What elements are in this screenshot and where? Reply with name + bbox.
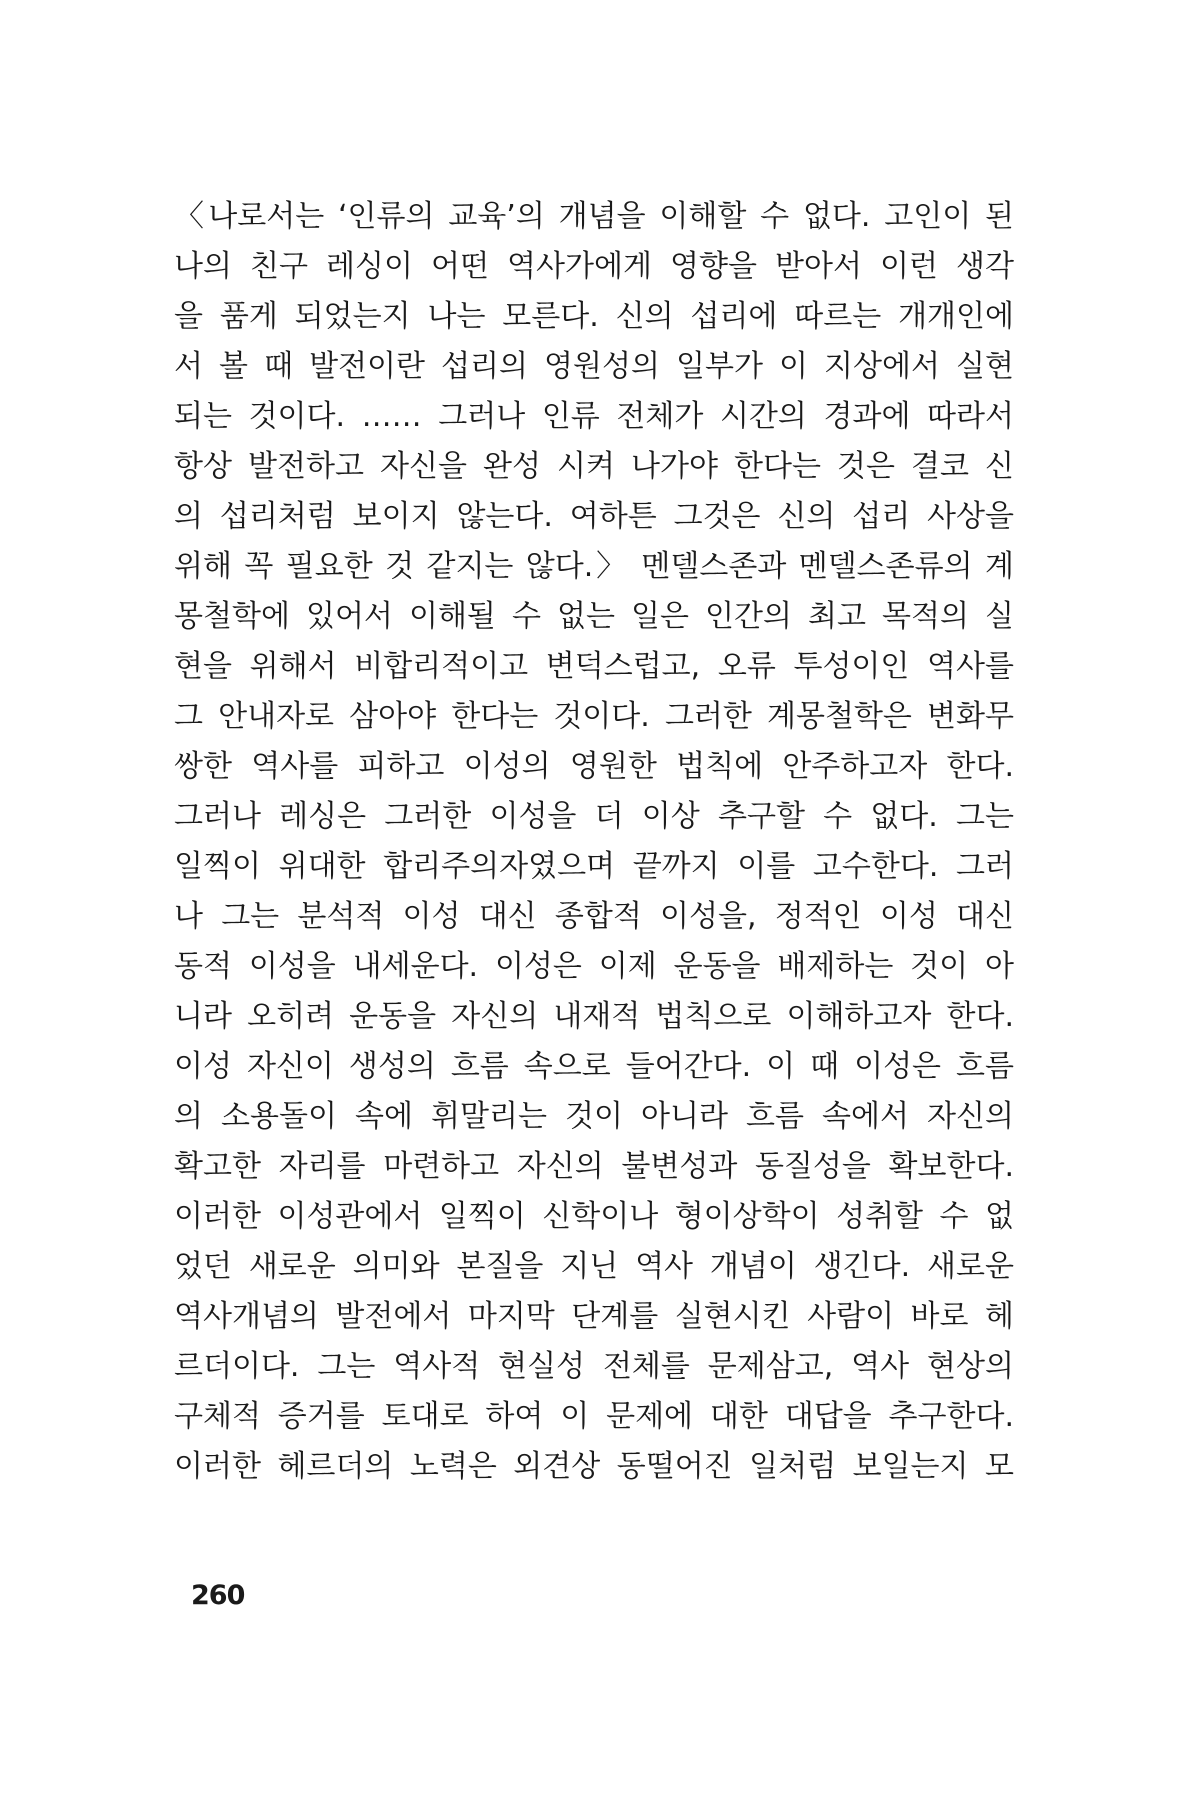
text-line: 현을 위해서 비합리적이고 변덕스럽고, 오류 투성이인 역사를 [174,649,1014,684]
text-line: 니라 오히려 운동을 자신의 내재적 법칙으로 이해하고자 한다. [174,999,1014,1034]
text-line: 일찍이 위대한 합리주의자였으며 끝까지 이를 고수한다. 그러 [174,849,1014,884]
text-line: 이러한 이성관에서 일찍이 신학이나 형이상학이 성취할 수 없 [174,1199,1014,1234]
text-line: 그 안내자로 삼아야 한다는 것이다. 그러한 계몽철학은 변화무 [174,699,1014,734]
text-line: 나의 친구 레싱이 어떤 역사가에게 영향을 받아서 이런 생각 [174,249,1014,284]
text-line: 〈나로서는 ‘인류의 교육’의 개념을 이해할 수 없다. 고인이 된 [174,199,1014,234]
text-line: 되는 것이다. …… 그러나 인류 전체가 시간의 경과에 따라서 [174,399,1014,434]
text-line: 확고한 자리를 마련하고 자신의 불변성과 동질성을 확보한다. [174,1149,1014,1184]
text-line: 었던 새로운 의미와 본질을 지닌 역사 개념이 생긴다. 새로운 [174,1249,1014,1284]
text-line: 몽철학에 있어서 이해될 수 없는 일은 인간의 최고 목적의 실 [174,599,1014,634]
text-line: 르더이다. 그는 역사적 현실성 전체를 문제삼고, 역사 현상의 [174,1349,1014,1384]
text-line: 을 품게 되었는지 나는 모른다. 신의 섭리에 따르는 개개인에 [174,299,1014,334]
page-number: 260 [191,1580,245,1611]
text-line: 항상 발전하고 자신을 완성 시켜 나가야 한다는 것은 결코 신 [174,449,1014,484]
text-line: 이러한 헤르더의 노력은 외견상 동떨어진 일처럼 보일는지 모 [174,1449,1014,1484]
text-line: 의 섭리처럼 보이지 않는다. 여하튼 그것은 신의 섭리 사상을 [174,499,1014,534]
text-line: 위해 꼭 필요한 것 같지는 않다.〉 멘델스존과 멘델스존류의 계 [174,549,1014,584]
text-line: 쌍한 역사를 피하고 이성의 영원한 법칙에 안주하고자 한다. [174,749,1014,784]
text-line: 동적 이성을 내세운다. 이성은 이제 운동을 배제하는 것이 아 [174,949,1014,984]
text-line: 나 그는 분석적 이성 대신 종합적 이성을, 정적인 이성 대신 [174,899,1014,934]
text-line: 서 볼 때 발전이란 섭리의 영원성의 일부가 이 지상에서 실현 [174,349,1014,384]
body-text [174,192,1014,1492]
text-line: 의 소용돌이 속에 휘말리는 것이 아니라 흐름 속에서 자신의 [174,1099,1014,1134]
text-line: 구체적 증거를 토대로 하여 이 문제에 대한 대답을 추구한다. [174,1399,1014,1434]
text-line: 역사개념의 발전에서 마지막 단계를 실현시킨 사람이 바로 헤 [174,1299,1014,1334]
text-line: 이성 자신이 생성의 흐름 속으로 들어간다. 이 때 이성은 흐름 [174,1049,1014,1084]
text-line: 그러나 레싱은 그러한 이성을 더 이상 추구할 수 없다. 그는 [174,799,1014,834]
